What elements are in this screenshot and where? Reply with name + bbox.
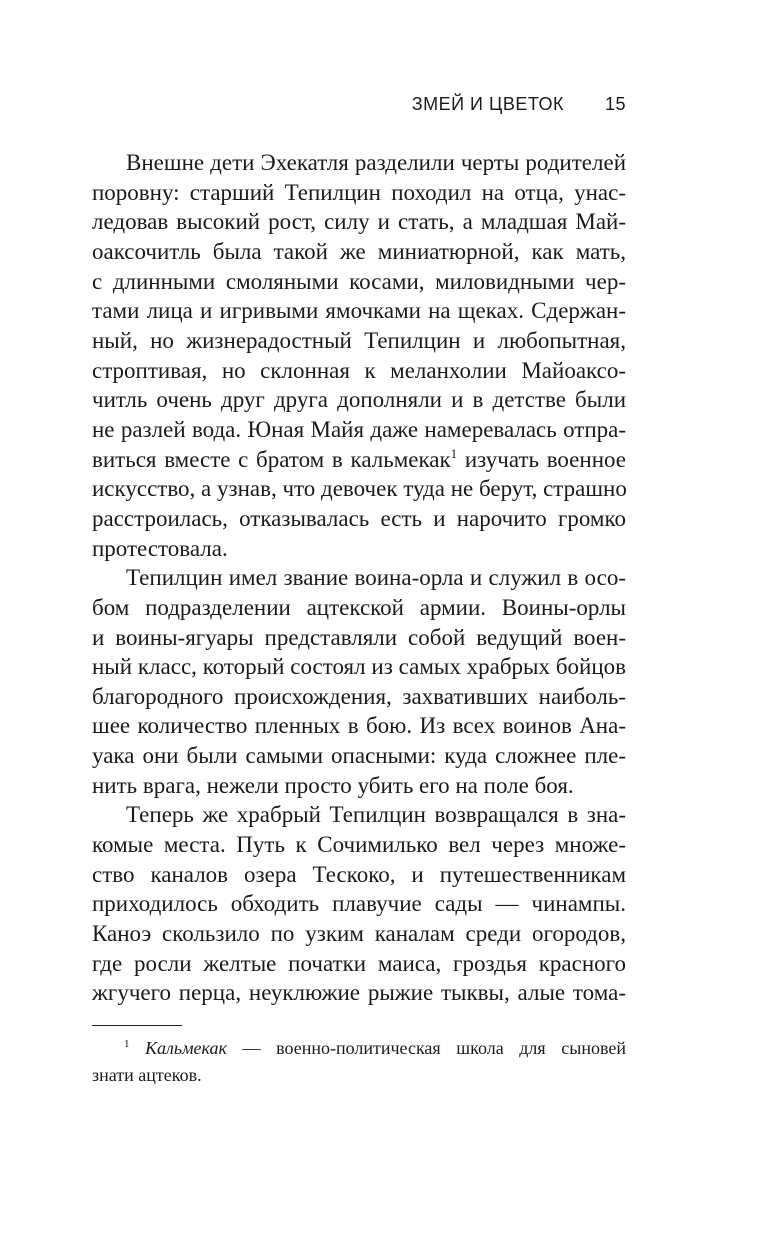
footnote-marker: 1: [124, 1038, 130, 1050]
page-number: 15: [604, 94, 626, 114]
footnote-text: — военно-политическая школа для сыновей: [226, 1038, 626, 1058]
text-line: строптивая, но склонная к меланхолии Майоаксо-: [92, 357, 626, 383]
running-head: [92, 92, 626, 122]
text-line: бом подразделении ацтекской армии. Воины-орлы: [92, 594, 626, 620]
text-line: и воины-ягуары представляли собой ведущий воен-: [92, 624, 626, 650]
paragraph-1: [92, 148, 626, 563]
chapter-title: ЗМЕЙ И ЦВЕТОК: [411, 94, 564, 114]
text-line: Каноэ скользило по узким каналам среди огородов,: [92, 921, 626, 947]
footnote-line: [92, 1035, 626, 1062]
text-line: ледовав высокий рост, силу и стать, а младшая Май-: [92, 209, 626, 235]
text-line: нить врага, нежели просто убить его на поле боя.: [92, 772, 574, 798]
text-line: расстроилась, отказывалась есть и нарочито громко: [92, 505, 626, 531]
footnote: [92, 1035, 626, 1089]
text-line: тами лица и игривыми ямочками на щеках. Сдержан-: [92, 298, 626, 324]
footnote-line: знати ацтеков.: [92, 1065, 202, 1085]
text-line: ный, но жизнерадостный Тепилцин и любопытная,: [92, 327, 626, 353]
text-line: с длинными смоляными косами, миловидными чер-: [92, 268, 626, 294]
text-line: протестовала.: [92, 535, 228, 561]
footnote-term: Кальмекак: [145, 1038, 227, 1058]
body-text: [92, 148, 626, 1008]
text-line: искусство, а узнав, что девочек туда не берут, страшно: [92, 476, 627, 502]
text-line: благородного происхождения, захвативших наиболь-: [92, 683, 626, 709]
text-line: комые места. Путь к Сочимилько вел через множе-: [92, 832, 626, 858]
text-line: читль очень друг друга дополняли и в детстве были: [92, 387, 626, 413]
footnote-divider: [92, 1025, 182, 1026]
text-fragment: виться вместе с братом в кальмекак: [92, 446, 451, 472]
text-line: где росли желтые початки маиса, гроздья красного: [92, 950, 626, 976]
text-line: уака они были самыми опасными: куда сложнее пле-: [92, 743, 626, 769]
text-line: ный класс, который состоял из самых храбрых бойцов: [92, 654, 626, 680]
text-line: жгучего перца, неуклюжие рыжие тыквы, алые тома-: [92, 980, 626, 1006]
footnote-reference[interactable]: 1: [450, 445, 458, 461]
text-line: поровну: старший Тепилцин походил на отца, унас-: [92, 179, 626, 205]
paragraph-2: [92, 563, 626, 800]
text-line: Внешне дети Эхекатля разделили черты родителей: [126, 150, 626, 175]
text-line: ство каналов озера Тескоко, и путешественникам: [92, 861, 626, 887]
text-fragment: изучать военное: [457, 446, 626, 472]
text-line: оаксочитль была такой же миниатюрной, как мать,: [92, 238, 626, 264]
text-line: Теперь же храбрый Тепилцин возвращался в зна-: [126, 802, 626, 828]
text-line: приходилось обходить плавучие сады — чинампы.: [92, 891, 626, 917]
text-line: Тепилцин имел звание воина-орла и служил в осо-: [126, 565, 626, 591]
text-line-with-footnote: [92, 445, 626, 475]
text-line: шее количество пленных в бою. Из всех воинов Ана-: [92, 713, 626, 739]
paragraph-3: [92, 800, 626, 1008]
text-line: не разлей вода. Юная Майя даже намеревалась отпра-: [92, 416, 626, 442]
